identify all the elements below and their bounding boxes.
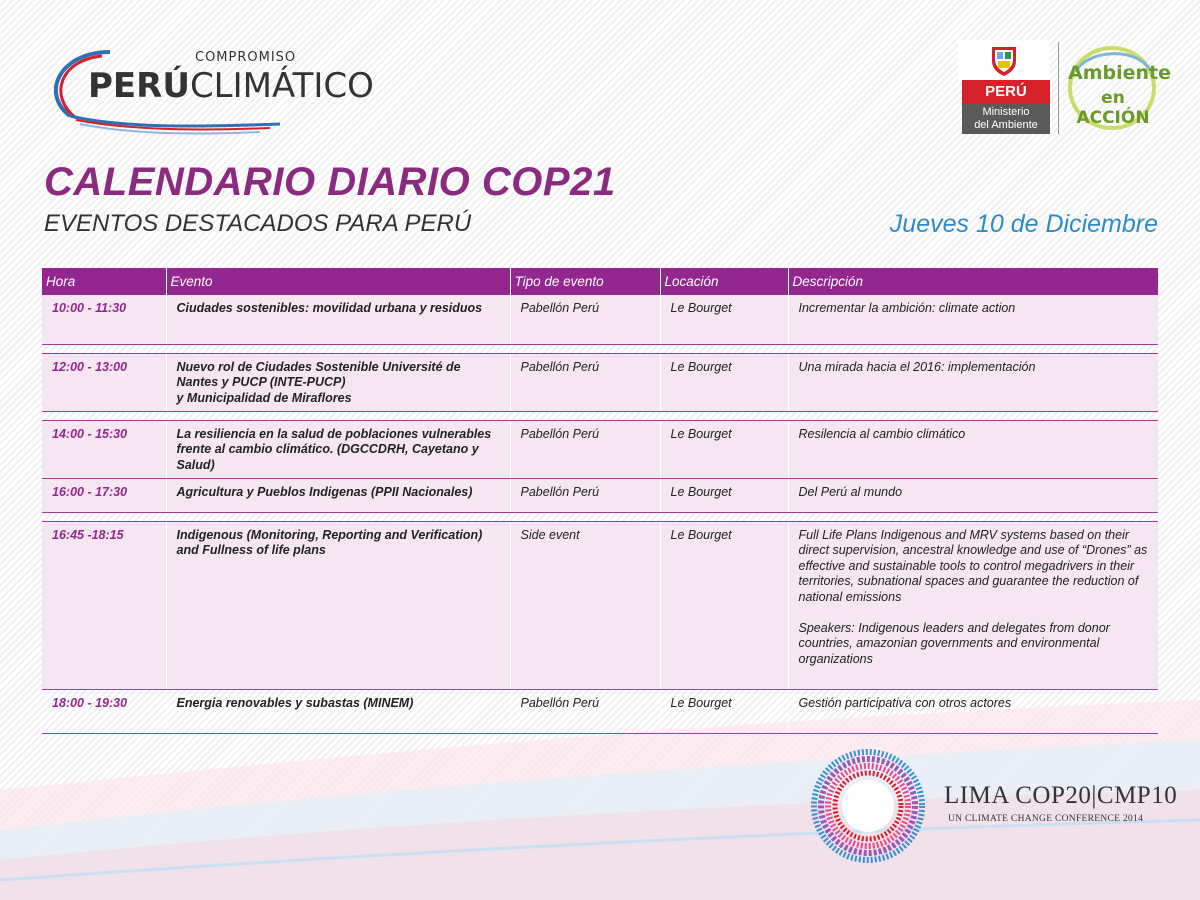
events-table [42,268,1158,734]
logo-divider [1058,42,1059,134]
cell-time: 16:00 - 17:30 [42,478,166,512]
table-row [42,420,1158,478]
column-header-evento: Evento [166,268,510,295]
cop20-circle-icon [808,746,928,866]
cell-event: Ciudades sostenibles: movilidad urbana y residuos [166,295,510,344]
table-row [42,295,1158,344]
cell-time: 12:00 - 13:00 [42,353,166,411]
logo-peru-climatico-text [88,66,374,106]
cell-event: Agricultura y Pueblos Indigenas (PPII Nacionales) [166,478,510,512]
cop20-subtitle: UN CLIMATE CHANGE CONFERENCE 2014 [948,814,1144,824]
compromiso-peru-climatico-logo [40,38,374,138]
cell-description: Full Life Plans Indigenous and MRV systems based on their direct supervision, ancestral knowledge and use of “Drones” as effective and sustainable tools to control megadrivers in their territories, subnational spaces and guarantee the reduction of national emissions Speakers: Indigenous leaders and delegates from donor countries, amazonian governments and environmental organizations [788,521,1158,689]
logo-compromiso-text: COMPROMISO [195,50,297,65]
column-header-descripcion: Descripción [788,268,1158,295]
table-row [42,689,1158,733]
column-header-locacion: Locación [660,268,788,295]
logo-peru-word: PERÚ [88,66,190,106]
ministry-name-line2: del Ambiente [974,119,1038,131]
cell-location: Le Bourget [660,521,788,689]
cell-description: Incrementar la ambición: climate action [788,295,1158,344]
cell-type: Pabellón Perú [510,689,660,733]
peru-crest-icon [958,40,1050,80]
table-row [42,353,1158,411]
table-header-row [42,268,1158,295]
cop20-title: LIMA COP20|CMP10 [944,782,1178,809]
ambiente-title: Ambiente [1068,62,1171,84]
cell-description: Del Perú al mundo [788,478,1158,512]
cell-event: Indigenous (Monitoring, Reporting and Verification) and Fullness of life plans [166,521,510,689]
cell-type: Pabellón Perú [510,295,660,344]
table-row [42,521,1158,689]
cell-description: Gestión participativa con otros actores [788,689,1158,733]
cell-time: 16:45 -18:15 [42,521,166,689]
ministry-name-line1: Ministerio [982,106,1030,118]
row-spacer [42,344,1158,353]
cell-event: La resiliencia en la salud de poblaciones vulnerables frente al cambio climático. (DGCCDRH, Cayetano y Salud) [166,420,510,478]
ministerio-ambiente-logo [958,40,1171,135]
table-row [42,478,1158,512]
ambiente-subtitle: en ACCIÓN [1076,88,1150,128]
cell-type: Pabellón Perú [510,353,660,411]
cell-event: Energia renovables y subastas (MINEM) [166,689,510,733]
logo-climatico-word: CLIMÁTICO [189,66,374,106]
cell-type: Pabellón Perú [510,420,660,478]
ministry-country-label: PERÚ [962,80,1050,104]
cell-time: 10:00 - 11:30 [42,295,166,344]
ministry-name [962,104,1050,134]
page-title: CALENDARIO DIARIO COP21 [44,160,616,204]
cell-location: Le Bourget [660,420,788,478]
row-spacer [42,512,1158,521]
cell-location: Le Bourget [660,353,788,411]
cell-description: Resilencia al cambio climático [788,420,1158,478]
cell-location: Le Bourget [660,689,788,733]
event-date: Jueves 10 de Diciembre [889,210,1158,238]
row-spacer [42,411,1158,420]
cell-location: Le Bourget [660,478,788,512]
cell-time: 14:00 - 15:30 [42,420,166,478]
cell-event: Nuevo rol de Ciudades Sostenible Université de Nantes y PUCP (INTE-PUCP) y Municipalidad de Miraflores [166,353,510,411]
cell-type: Pabellón Perú [510,478,660,512]
cell-time: 18:00 - 19:30 [42,689,166,733]
cell-location: Le Bourget [660,295,788,344]
page-subtitle: EVENTOS DESTACADOS PARA PERÚ [44,210,472,237]
cell-type: Side event [510,521,660,689]
column-header-hora: Hora [42,268,166,295]
cell-description: Una mirada hacia el 2016: implementación [788,353,1158,411]
column-header-tipo: Tipo de evento [510,268,660,295]
